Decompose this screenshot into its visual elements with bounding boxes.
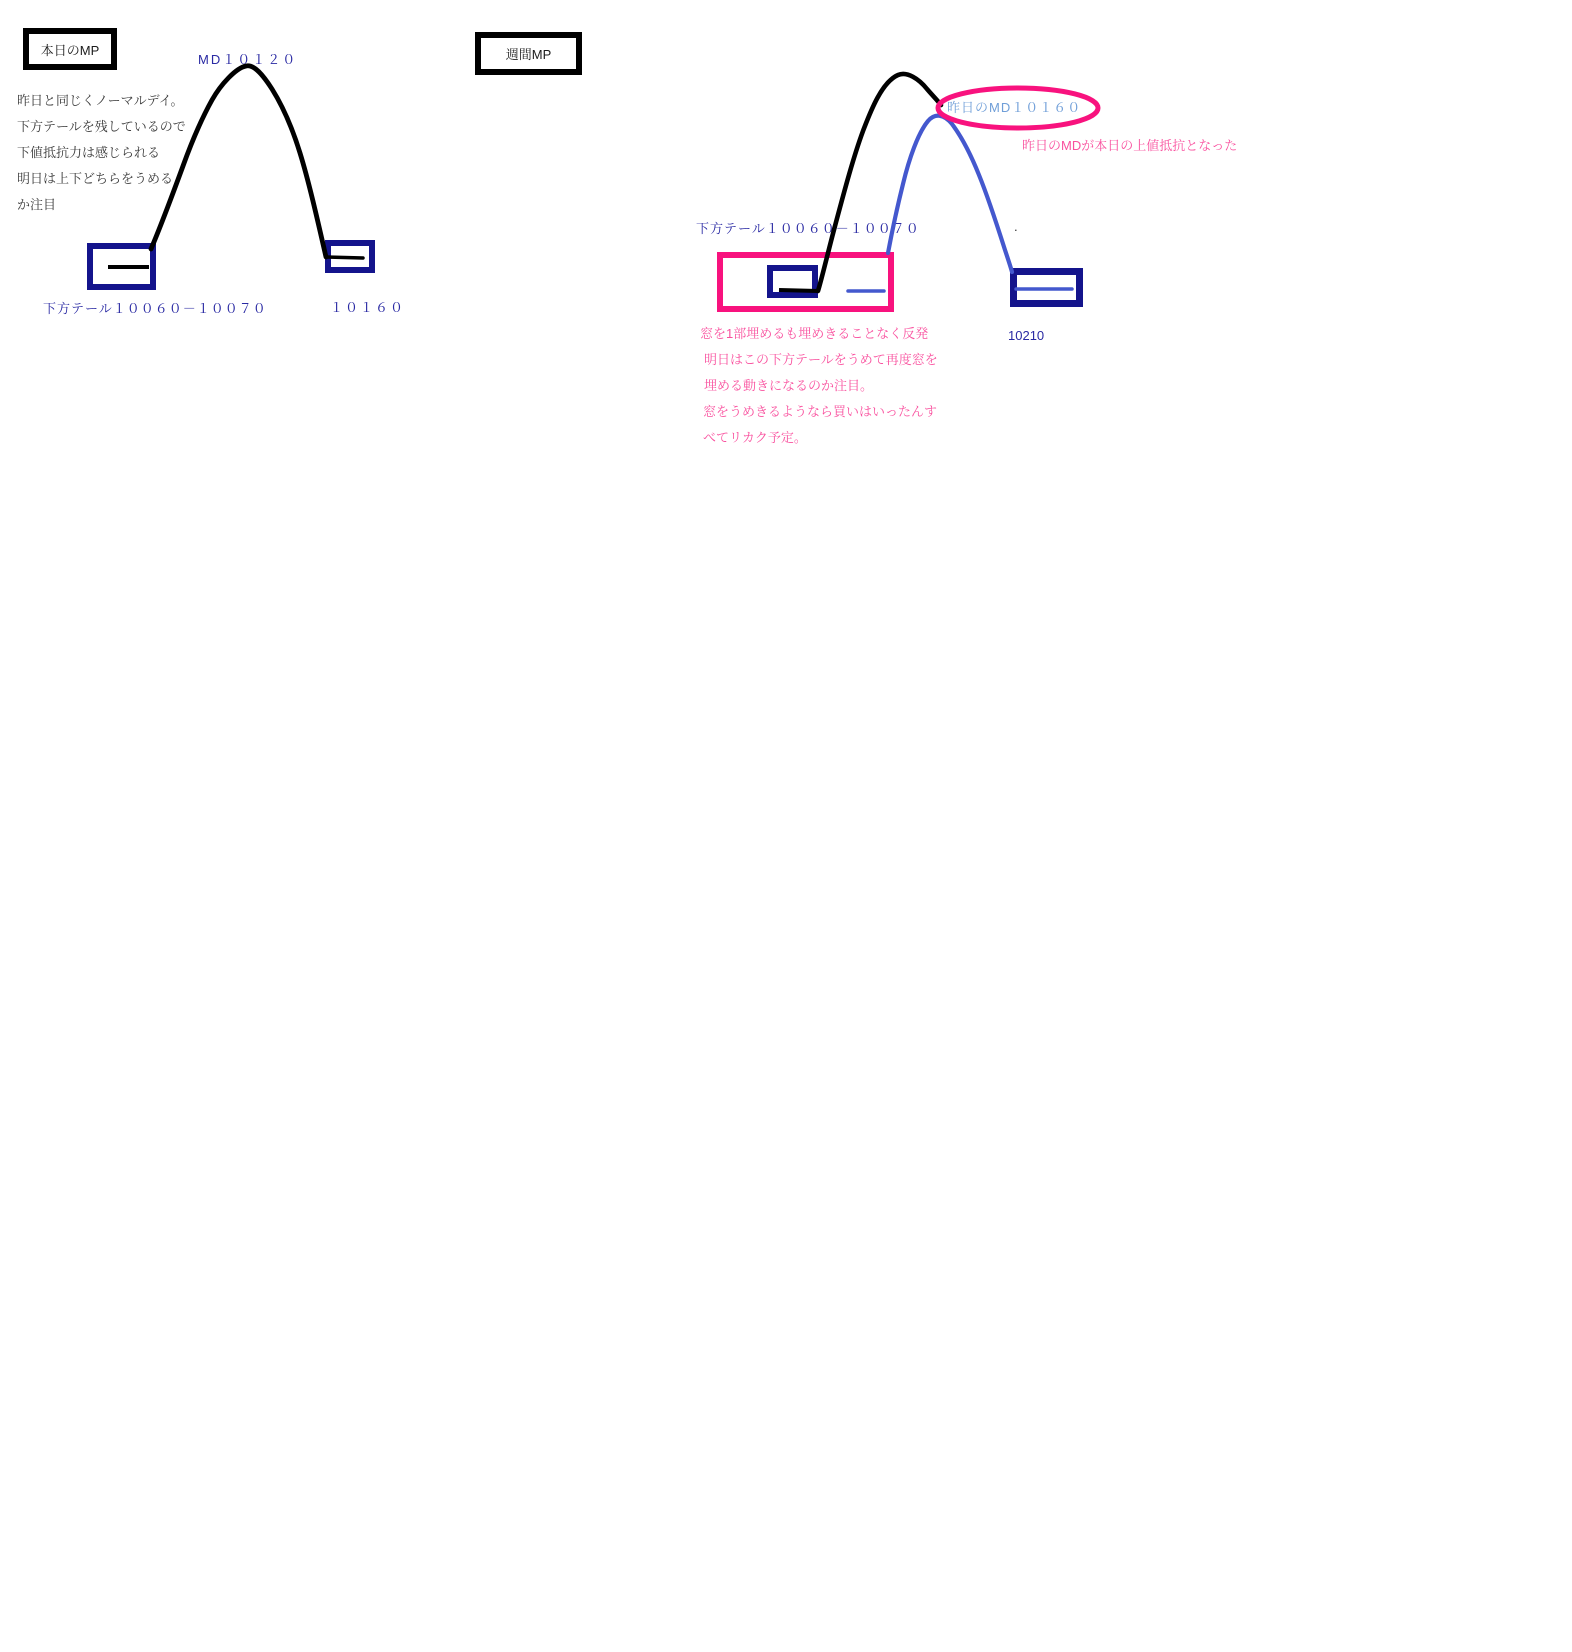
weekly-note-line-3: 埋める動きになるのか注目。 (704, 378, 874, 393)
weekly-lower-tail-box (767, 265, 818, 298)
today-note-line-1: 昨日と同じくノーマルデイ。 (17, 93, 184, 108)
weekly-note-line-1: 窓を1部埋めるも埋めきることなく反発 (700, 326, 929, 341)
today-note-line-4: 明日は上下どちらをうめる (17, 171, 174, 186)
today-mp-title: 本日のMP (40, 42, 100, 58)
weekly-mp-title-box (475, 32, 582, 75)
today-note-line-3: 下値抵抗力は感じられる (17, 145, 161, 160)
today-mp-title-box (23, 28, 117, 70)
weekly-mp-title: 週間MP (505, 47, 552, 62)
weekly-yesterday-md-label: 昨日のMD１０１６０ (947, 100, 1082, 115)
today-close-box (325, 240, 375, 273)
today-tail-label: 下方テール１００６０－１００７０ (43, 301, 267, 316)
today-md-label: MD１０１２０ (198, 52, 298, 67)
weekly-close-label: 10210 (1008, 328, 1045, 343)
weekly-note-line-5: べてリカク予定。 (703, 430, 807, 445)
today-lower-tail-box (87, 243, 156, 290)
stray-dot-mark: . (1014, 219, 1018, 234)
weekly-today-curve (888, 116, 1012, 272)
weekly-tail-label: 下方テール１００６０－１００７０ (696, 221, 920, 236)
today-note-line-5: か注目 (17, 197, 57, 212)
weekly-resistance-note: 昨日のMDが本日の上値抵抗となった (1022, 138, 1238, 153)
today-note-line-2: 下方テールを残しているので (17, 119, 186, 134)
weekly-note-line-2: 明日はこの下方テールをうめて再度窓を (704, 352, 938, 367)
weekly-close-box (1010, 268, 1083, 307)
weekly-note-line-4: 窓をうめきるようなら買いはいったんす (703, 404, 938, 419)
today-close-label: １０１６０ (330, 300, 406, 315)
